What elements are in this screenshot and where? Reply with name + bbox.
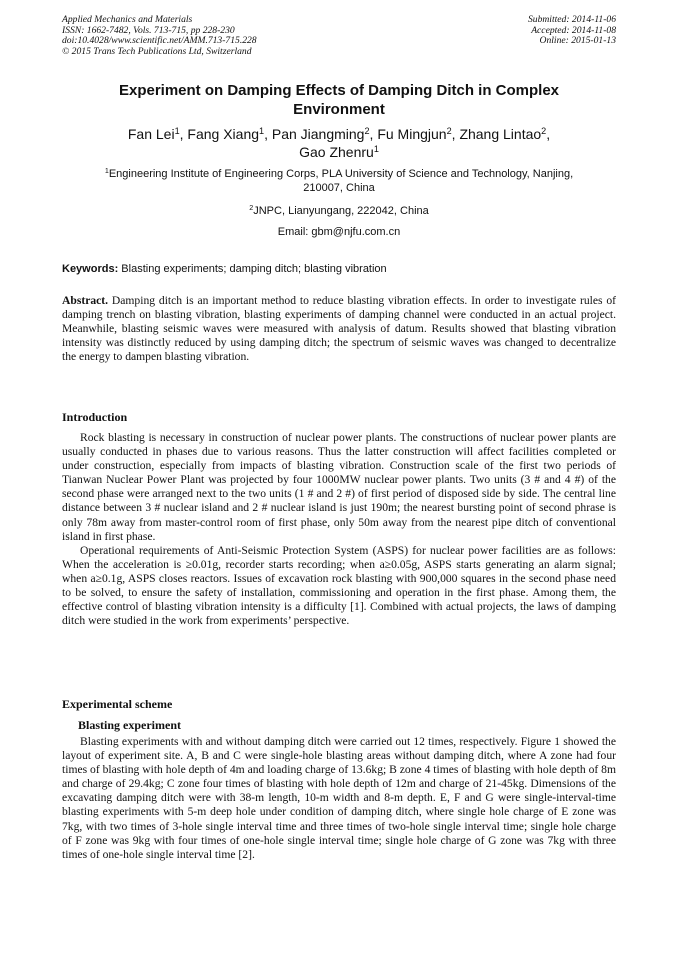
- affil-2-sup: 2: [249, 204, 254, 213]
- author-affil-sup: 1: [259, 126, 265, 136]
- experimental-body: [62, 735, 616, 862]
- author-name: Fu Mingjun: [377, 126, 447, 142]
- keywords-text: Blasting experiments; damping ditch; blasting vibration: [118, 263, 387, 275]
- author-affil-sup: 2: [541, 126, 547, 136]
- intro-paragraph-1: Rock blasting is necessary in construction of nuclear power plants. The constructions of nuclear power plants are usually conducted in phases due to various reasons. Thus the latter construction will affect facilities completed or under construction, especially from impacts of blasting vibration. Construction scale of the first two periods of Tianwan Nuclear Power Plant was projected by four 1000MW nuclear power plants. Two units (3 # and 4 #) of the second phase were arranged next to the two units (1 # and 2 #) of first period of disposed side by side. The central line distance between 3 # nuclear island and 2 # nuclear island is just 190m; the nearest bursting point of second phrase is only 78m away from master-control room of first phase, only 50m away from the nearest pipe ditch of conventional island in first phase.: [62, 431, 616, 543]
- abstract-text: Damping ditch is an important method to reduce blasting vibration effects. In order to investigate rules of damping trench on blasting vibration, blasting experiments of damping channel were conducted in an actual project. Meanwhile, blasting seismic waves were measured with analysis of datum. Results showed that blasting vibration intensity was distinctly reduced by using damping ditch; the spectrum of seismic waves was changed to decentralize the energy to dampen blasting vibration.: [62, 294, 616, 364]
- paper-title: [62, 82, 616, 119]
- author-sep: ,: [264, 126, 272, 142]
- author-name: Zhang Lintao: [459, 126, 542, 142]
- author-name: Gao Zhenru: [299, 144, 374, 160]
- author-sep: ,: [179, 126, 188, 142]
- dates-header: [416, 15, 616, 47]
- online-date: Online: 2015-01-13: [539, 35, 616, 47]
- keywords-line: [62, 262, 616, 276]
- issn-line: ISSN: 1662-7482, Vols. 713-715, pp 228-230: [62, 24, 235, 36]
- abstract: [62, 294, 616, 364]
- journal-header: [62, 15, 362, 57]
- submitted-date: Submitted: 2014-11-06: [527, 14, 616, 25]
- author-sep: ,: [546, 126, 551, 142]
- affil-1-line-1: Engineering Institute of Engineering Corps, PLA University of Science and Technology, Nanjing,: [108, 168, 574, 180]
- affil-1-sup: 1: [104, 167, 109, 176]
- author-name: Fang Xiang: [187, 126, 260, 142]
- journal-name: Applied Mechanics and Materials: [62, 14, 193, 25]
- author-affil-sup: 2: [364, 126, 370, 136]
- experimental-paragraph-1: Blasting experiments with and without damping ditch were carried out 12 times, respectively. Figure 1 showed the layout of experiment site. A, B and C were single-hole blasting areas without damping ditch, where A zone had four times of blasting with hole depth of 4m and loading charge of 13.6kg; B zone 4 times of blasting with hole depth of 8m and charge of 29.4kg; C zone four times of blasting with hole depth of 12m and charge of 21-45kg. Dimensions of the excavating damping ditch were with 38-m length, 10-m width and 8-m depth. E, F and G were single-interval-time blasting experiments with 5-m deep hole under condition of damping ditch, where single hole charge of E zone was 7kg, with two times of 3-hole single interval time and three times of two-hole single interval time; single hole charge of F zone was 9kg with four times of one-hole single interval time; single hole charge of G zone was 7kg with three times of one-hole single interval time [2].: [62, 735, 616, 861]
- author-list: [62, 125, 616, 161]
- introduction-heading: Introduction: [62, 410, 128, 424]
- title-line-2: Environment: [293, 100, 385, 118]
- author-sep: ,: [369, 126, 378, 142]
- affiliation-2: [62, 204, 616, 218]
- intro-paragraph-2: Operational requirements of Anti-Seismic Protection System (ASPS) for nuclear power facilities are as follows: When the acceleration is ≥0.01g, recorder starts recording; when a≥0.05g, ASPS starts generating an alarm signal; when a≥0.1g, ASPS closes reactors. Issues of excavation rock blasting with 900,000 squares in the second phase need to be solved, to ensure the safety of installation, commissioning and operation in the first phase. Among them, the effective control of blasting vibration intensity is a difficulty [1]. Combined with actual projects, the laws of damping ditch were studied in the work from experiments’ perspective.: [62, 543, 616, 628]
- author-affil-sup: 1: [174, 126, 180, 136]
- experimental-heading: Experimental scheme: [62, 697, 173, 711]
- doi-line: doi:10.4028/www.scientific.net/AMM.713-715.228: [62, 35, 257, 47]
- introduction-body: [62, 431, 616, 628]
- keywords-label: Keywords:: [62, 263, 119, 275]
- accepted-date: Accepted: 2014-11-08: [531, 24, 616, 36]
- author-name: Pan Jiangming: [271, 126, 365, 142]
- title-line-1: Experiment on Damping Effects of Damping Ditch in Complex: [118, 82, 560, 99]
- affil-2-text: JNPC, Lianyungang, 222042, China: [253, 205, 429, 217]
- author-name: Fan Lei: [127, 126, 175, 142]
- affil-1-line-2: 210007, China: [303, 182, 375, 194]
- blasting-experiment-subheading: Blasting experiment: [78, 718, 181, 732]
- author-affil-sup: 1: [373, 144, 379, 154]
- affiliation-1: [62, 167, 616, 195]
- copyright-line: © 2015 Trans Tech Publications Ltd, Switzerland: [62, 45, 252, 57]
- author-sep: ,: [451, 126, 460, 142]
- author-affil-sup: 2: [446, 126, 452, 136]
- abstract-label: Abstract.: [62, 294, 109, 307]
- email-text: Email: gbm@njfu.com.cn: [277, 226, 401, 238]
- email-line: [62, 225, 616, 239]
